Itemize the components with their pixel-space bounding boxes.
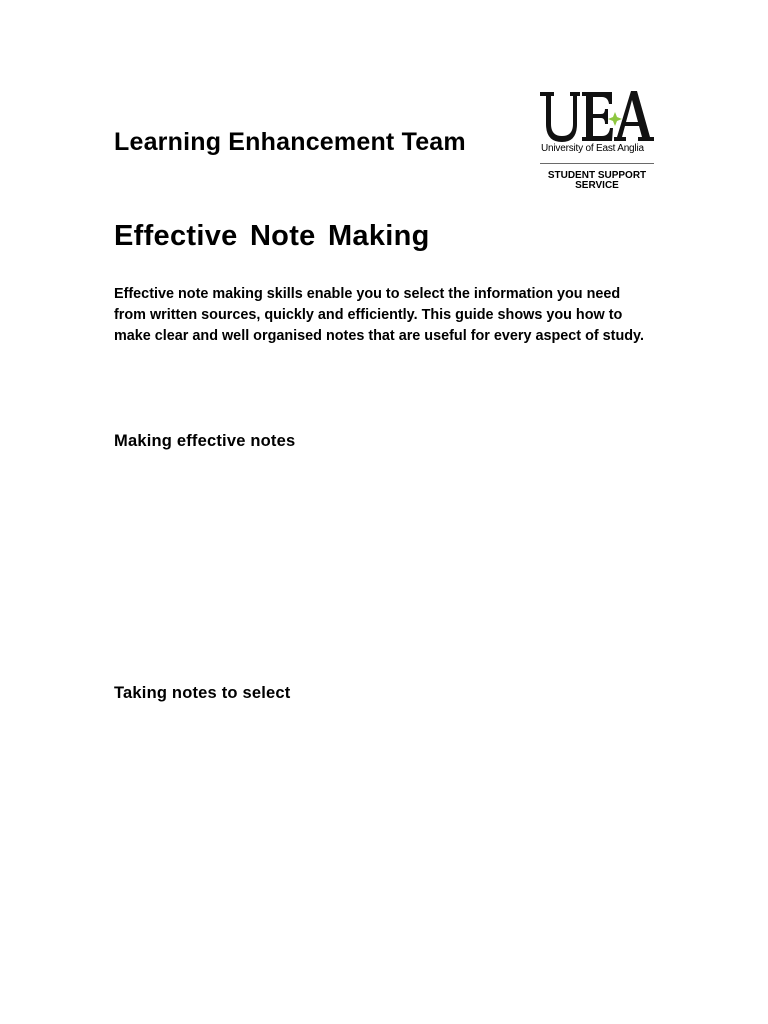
logo-divider	[540, 163, 654, 164]
intro-paragraph: Effective note making skills enable you to select the information you need from written sources, quickly and efficiently. This guide shows you how to make clear and well organised notes that are useful for every aspect of study.	[114, 286, 644, 344]
document-title: Effective Note Making	[114, 220, 430, 252]
section-heading-taking-notes-to-select: Taking notes to select	[114, 684, 291, 702]
service-line-2: SERVICE	[575, 180, 619, 191]
uea-wordmark-logo	[538, 88, 656, 144]
team-title: Learning Enhancement Team	[114, 128, 466, 156]
section-heading-making-effective-notes: Making effective notes	[114, 432, 296, 450]
university-name: University of East Anglia	[541, 143, 644, 154]
service-name	[538, 171, 656, 191]
service-line-1: STUDENT SUPPORT	[547, 170, 647, 181]
uea-logo	[538, 88, 656, 194]
